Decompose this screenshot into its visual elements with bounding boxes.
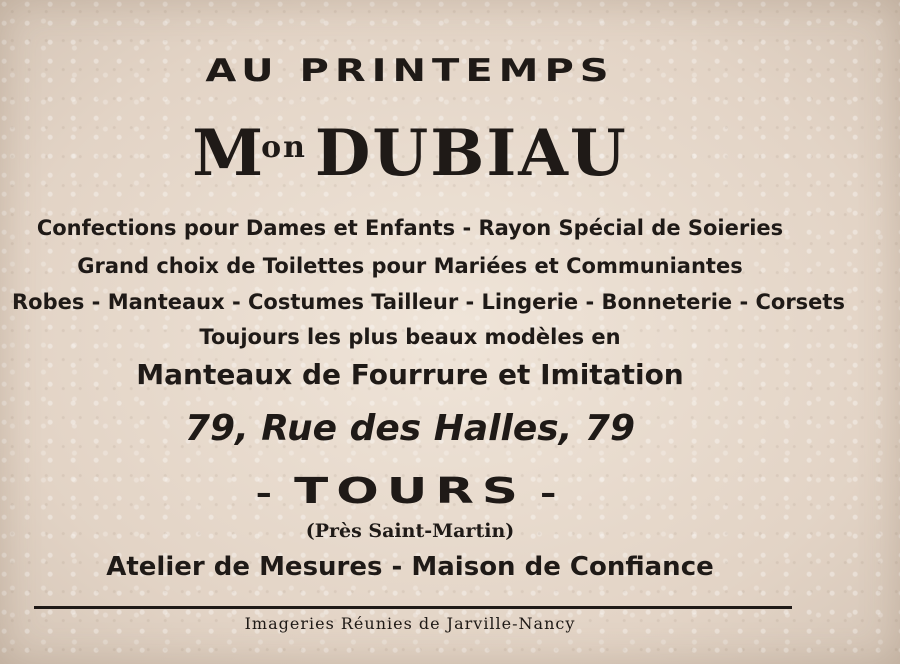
printer-credit: Imageries Réunies de Jarville-Nancy bbox=[244, 614, 576, 633]
fur-line: Manteaux de Fourrure et Imitation bbox=[136, 358, 684, 391]
service-line-ladies-children: Confections pour Dames et Enfants - Rayon Spécial de Soieries bbox=[36, 216, 784, 240]
shop-name: AU PRINTEMPS bbox=[205, 53, 615, 89]
service-line-products: Robes - Manteaux - Costumes Tailleur - Lingerie - Bonneterie - Corsets bbox=[12, 290, 845, 314]
divider-rule bbox=[34, 606, 792, 609]
street-address: 79, Rue des Halles, 79 bbox=[184, 408, 636, 449]
city-name: TOURS bbox=[294, 470, 526, 512]
city-line bbox=[0, 470, 820, 512]
owner-name: DUBIAU bbox=[314, 116, 628, 191]
owner-prefix-superscript: on bbox=[261, 130, 307, 165]
service-line-models: Toujours les plus beaux modèles en bbox=[199, 325, 621, 349]
location-note: (Près Saint-Martin) bbox=[305, 520, 515, 542]
owner-prefix: M bbox=[192, 116, 266, 191]
city-bullet-right: - bbox=[539, 477, 565, 511]
city-bullet-left: - bbox=[255, 477, 281, 511]
service-line-toilettes: Grand choix de Toilettes pour Mariées et Communiantes bbox=[77, 254, 743, 278]
atelier-line: Atelier de Mesures - Maison de Confiance bbox=[106, 552, 714, 582]
owner-line bbox=[0, 116, 820, 191]
